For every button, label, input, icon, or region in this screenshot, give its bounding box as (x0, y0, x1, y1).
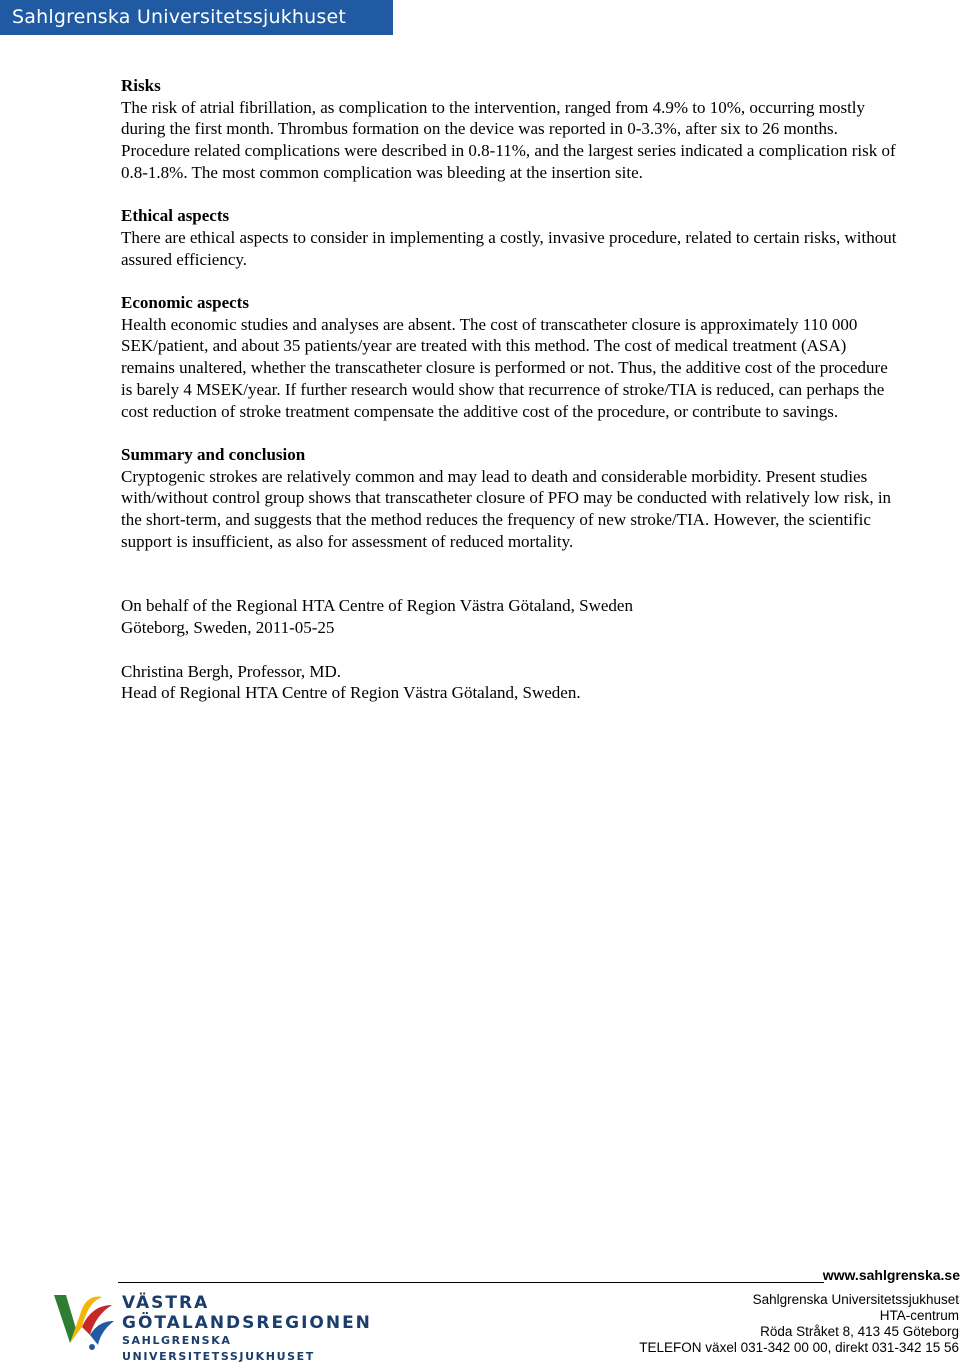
section-economic-aspects (121, 292, 901, 422)
signature-place-date: Göteborg, Sweden, 2011-05-25 (121, 618, 335, 638)
logo-text-line: SAHLGRENSKA UNIVERSITETSSJUKHUSET (122, 1334, 315, 1363)
section-heading: Summary and conclusion (121, 444, 306, 464)
logo-text-line: VÄSTRA (122, 1293, 210, 1313)
signature-title: Head of Regional HTA Centre of Region Västra Götaland, Sweden. (121, 683, 581, 703)
header-title: Sahlgrenska Universitetssjukhuset (12, 6, 347, 28)
section-body: Cryptogenic strokes are relatively common and may lead to death and considerable morbidity. Present studies with/without control group shows that transcatheter closure of PFO may be conducted with relatively low risk, in the short-term, and suggests that the method reduces the frequency of new stroke/TIA. However, the scientific support is insufficient, as also for assessment of reduced mortality. (121, 466, 892, 551)
footer-unit: HTA-centrum (879, 1308, 959, 1323)
section-heading: Ethical aspects (121, 206, 230, 226)
section-body: There are ethical aspects to consider in implementing a costly, invasive procedure, related to certain risks, without assured efficiency. (121, 227, 897, 269)
footer-street: Röda Stråket 8, 413 45 Göteborg (760, 1324, 959, 1339)
footer-url-link[interactable]: www.sahlgrenska.se (822, 1267, 960, 1283)
logo-text-line: GÖTALANDSREGIONEN (122, 1313, 372, 1333)
footer-divider (118, 1282, 824, 1283)
footer-phone: TELEFON växel 031-342 00 00, direkt 031-342 15 56 (639, 1340, 959, 1355)
vgr-logo-mark-icon (52, 1291, 116, 1353)
footer-address (639, 1292, 959, 1356)
signature-name: Christina Bergh, Professor, MD. (121, 661, 341, 681)
section-body: Health economic studies and analyses are absent. The cost of transcatheter closure is approximately 110 000 SEK/patient, and about 35 patients/year are treated with this method. The cost of medical treatment (ASA) remains unaltered, whether the transcatheter closure is performed or not. Thus, the additive cost of the procedure is barely 4 MSEK/year. If further research would show that recurrence of stroke/TIA is reduced, can perhaps the cost reduction of stroke treatment compensate the additive cost of the procedure, or contribute to savings. (121, 314, 888, 421)
section-summary (121, 444, 901, 553)
section-heading: Risks (121, 76, 161, 95)
footer-org: Sahlgrenska Universitetssjukhuset (752, 1292, 959, 1307)
vgr-logo (52, 1291, 392, 1363)
section-body: The risk of atrial fibrillation, as complication to the intervention, ranged from 4.9% to 10%, occurring mostly during the first month. Thrombus formation on the device was reported in 0-3.3%, after six to 26 months. Procedure related complications were described in 0.8-11%, and the largest series indicated a complication risk of 0.8-1.8%. The most common complication was bleeding at the insertion site. (121, 97, 896, 182)
section-heading: Economic aspects (121, 293, 249, 312)
header-bar (0, 0, 393, 35)
document-body (121, 75, 901, 704)
signature-block (121, 595, 901, 704)
section-ethical-aspects (121, 205, 901, 270)
signature-line: On behalf of the Regional HTA Centre of Region Västra Götaland, Sweden (121, 596, 633, 616)
section-risks (121, 75, 901, 184)
